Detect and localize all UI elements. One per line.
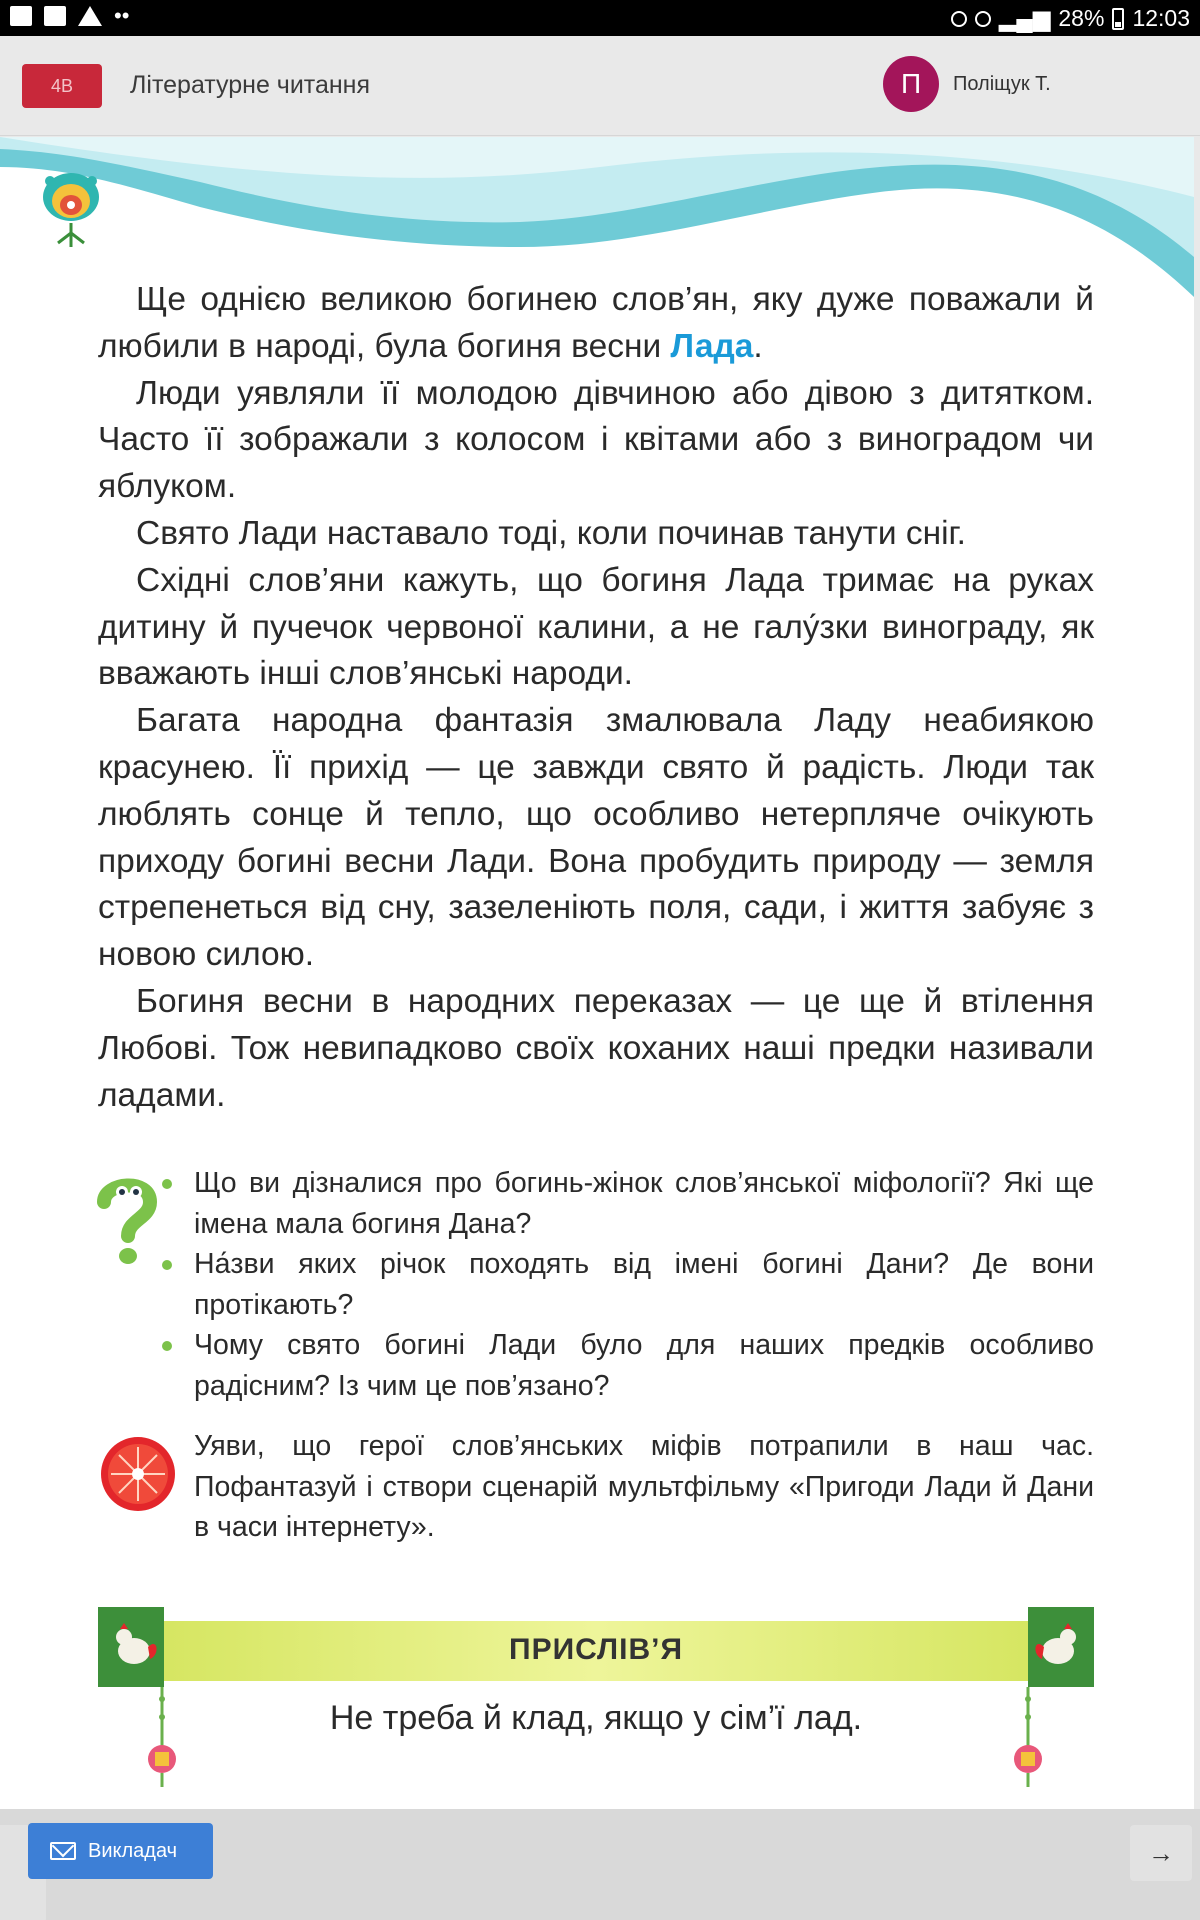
bottom-bar [0,1809,1200,1920]
status-left-icons [10,3,130,28]
paragraph-2: Люди уявляли її молодою дівчиною або дівою з дитятком. Часто її зображали з колосом і квітами або з виноградом чи яблуком. [98,374,1094,506]
question-item: Чому свято богині Лади було для наших предків особливо радісним? Із чим це пов’язано? [158,1325,1094,1406]
battery-level: 28% [1058,5,1105,31]
paragraph-1: Ще однією великою богинею слов’ян, яку дуже поважали й любили в народі, була богиня весни Лада. [98,281,1094,365]
teacher-button-label: Викладач [88,1839,178,1862]
app-header [0,36,1200,136]
image-icon [10,6,32,26]
flower-ornament-icon [36,167,106,253]
question-mark-icon [92,1174,162,1266]
user-name[interactable]: Поліщук Т. [953,73,1051,95]
class-badge[interactable]: 4В [22,64,102,108]
folder-icon [44,6,66,26]
more-dots-icon: •• [114,3,130,28]
battery-icon [1112,8,1124,30]
paragraph-3: Свято Лади наставало тоді, коли починав танути сніг. [136,514,966,552]
proverb-title: ПРИСЛІВ’Я [509,1633,683,1666]
creative-task-icon [99,1435,177,1513]
questions-list [158,1163,1094,1406]
article-text [98,277,1094,1119]
paragraph-4: Східні слов’яни кажуть, що богиня Лада тримає на руках дитину й пучечок червоної калини, а не галу́зки винограду, як вважають інші слов’янські народи. [98,561,1094,693]
status-right [951,5,1190,32]
next-page-button[interactable]: → [1130,1825,1192,1881]
rooster-left-icon [98,1607,164,1687]
signal-icon: ▂▄▆ [998,5,1051,31]
proverb-text: Не треба й клад, якщо у сім’ї лад. [329,1699,863,1737]
question-item: На́зви яких річок походять від імені богині Дани? Де вони протікають? [158,1244,1094,1325]
textbook-page [0,137,1194,1809]
avatar[interactable]: П [883,56,939,112]
alarm-icon [951,11,967,27]
paragraph-6: Богиня весни в народних переказах — це ще й втілення Любові. Тож невипадково своїх коханих наші предки називали ладами. [98,982,1094,1114]
creative-task: Уяви, що герої слов’янських міфів потрапили в наш час. Пофантазуй і створи сценарій мультфільму «Пригоди Лади й Дани в часи інтернету». [194,1430,1094,1543]
highlighted-name: Лада [670,327,754,365]
warning-icon [78,6,102,26]
wifi-icon [975,11,991,27]
mail-icon [50,1842,76,1860]
pendant-right-icon [1008,1687,1048,1791]
teacher-button[interactable] [28,1823,213,1879]
status-bar [0,0,1200,36]
course-title: Літературне читання [130,71,371,99]
rooster-right-icon [1028,1607,1094,1687]
paragraph-5: Багата народна фантазія змалювала Ладу неабиякою красунею. Її прихід — це завжди свято й радість. Люди так люблять сонце й тепло, що особливо нетерпляче очікують приходу богині весни Лади. Вона пробудить природу — земля стрепенеться від сну, зазеленіють поля, сади, і життя забуяє з новою силою. [98,702,1094,974]
clock: 12:03 [1132,5,1190,31]
pendant-left-icon [142,1687,182,1791]
question-item: Що ви дізналися про богинь-жінок слов’янської міфології? Які ще імена мала богиня Дана? [158,1163,1094,1244]
